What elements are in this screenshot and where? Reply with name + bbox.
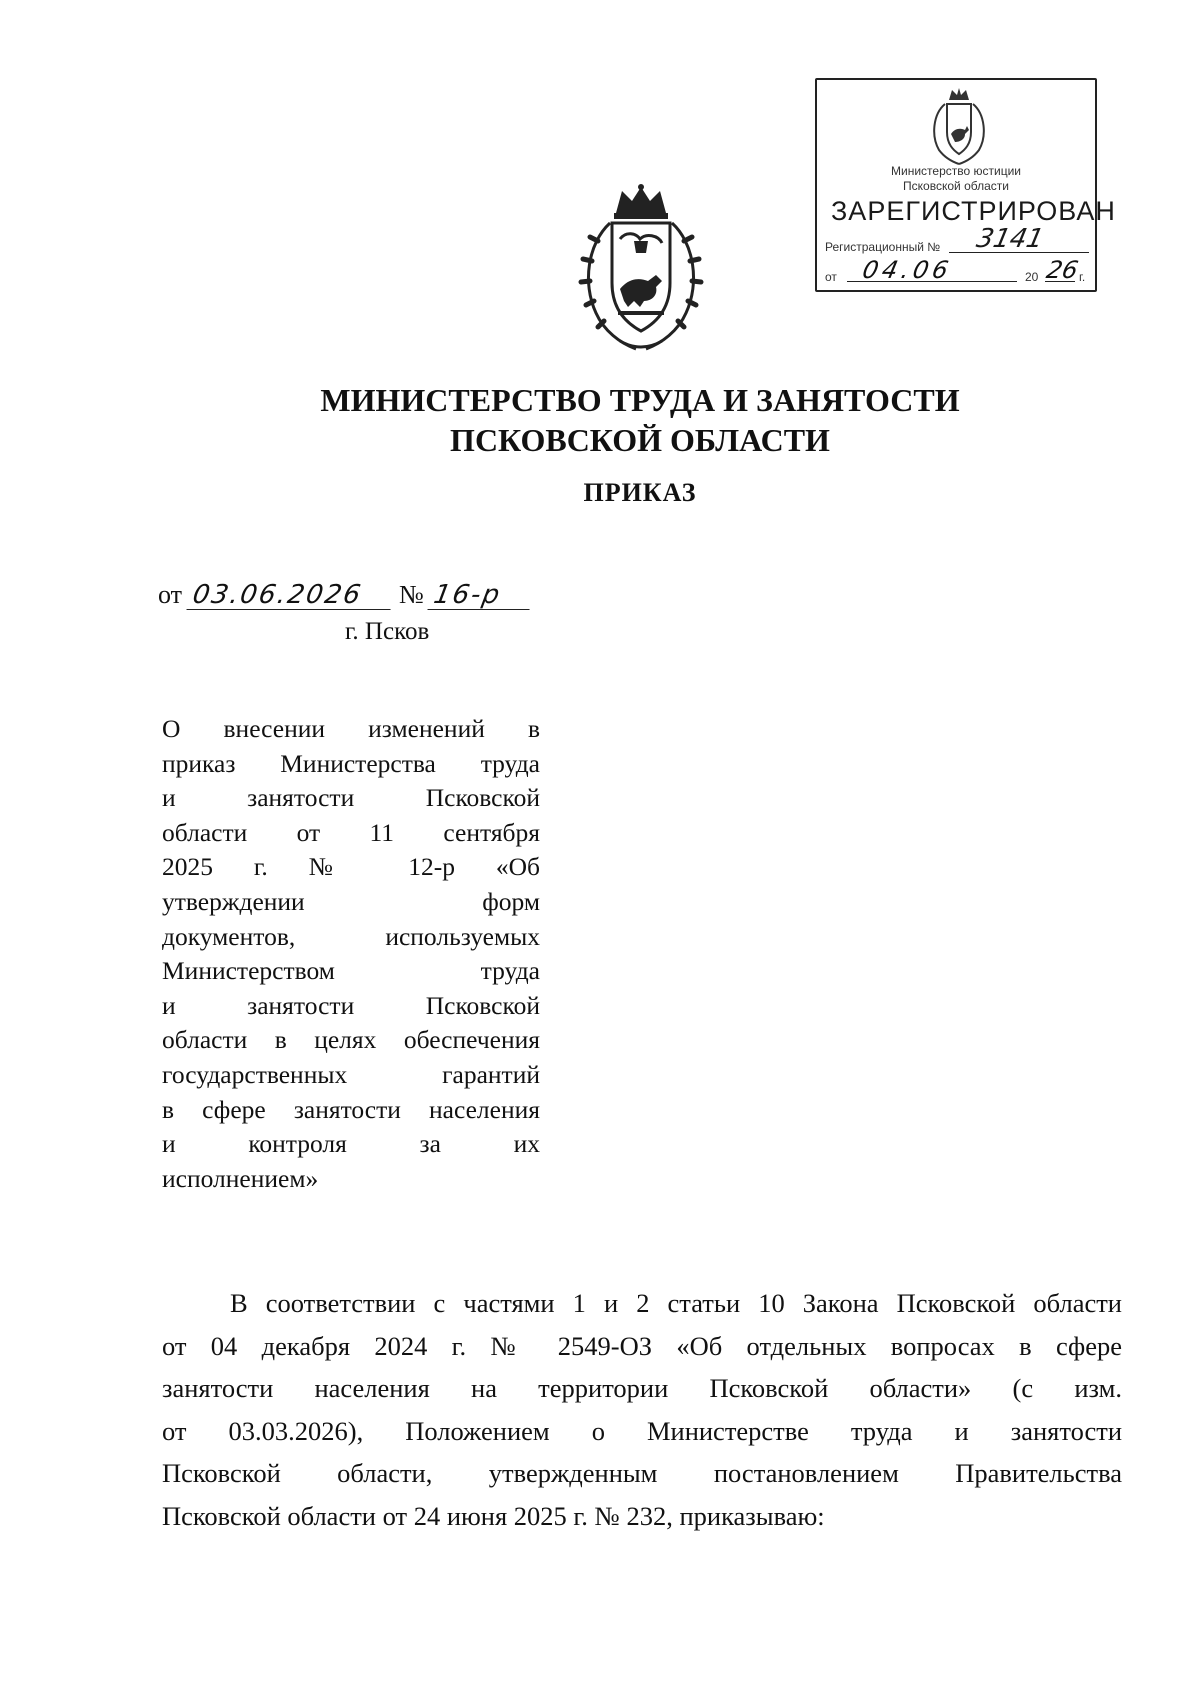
- registration-stamp: [815, 78, 1116, 292]
- body-line: Псковской области, утвержденным постановлением Правительства: [162, 1458, 1122, 1489]
- stamp-from-label: от: [825, 270, 837, 284]
- city: г. Псков: [345, 618, 430, 645]
- stamp-title: ЗАРЕГИСТРИРОВАН: [831, 196, 1116, 226]
- stamp-org-line1: Министерство юстиции: [891, 164, 1021, 178]
- subject-line: приказ Министерства труда: [162, 748, 540, 778]
- subject-line: в сфере занятости населения: [162, 1094, 540, 1124]
- order-body-paragraph: [162, 1282, 1122, 1538]
- body-line: занятости населения на территории Псковской области» (с изм.: [162, 1373, 1122, 1404]
- subject-line: государственных гарантий: [162, 1059, 540, 1089]
- subject-line: О внесении изменений в: [162, 714, 540, 743]
- stamp-org-line2: Псковской области: [903, 179, 1009, 193]
- subject-line: и контроля за их: [162, 1129, 540, 1159]
- subject-line: Министерством труда: [162, 956, 540, 986]
- body-line: Псковской области от 24 июня 2025 г. № 232, приказываю:: [162, 1500, 825, 1531]
- subject-line: области от 11 сентября: [162, 817, 540, 847]
- stamp-reg-number: 3141: [973, 224, 1047, 254]
- body-line: от 04 декабря 2024 г. № 2549-ОЗ «Об отдельных вопросах в сфере: [162, 1330, 1122, 1361]
- ministry-name-line1: МИНИСТЕРСТВО ТРУДА И ЗАНЯТОСТИ: [320, 382, 960, 418]
- order-subject: [162, 712, 540, 1196]
- order-date: 03.06.2026: [186, 581, 395, 610]
- subject-line: исполнением»: [162, 1163, 319, 1193]
- subject-line: и занятости Псковской: [162, 990, 540, 1020]
- order-title: ПРИКАЗ: [583, 478, 697, 507]
- stamp-emblem-icon: [925, 86, 993, 166]
- coat-of-arms-emblem: [570, 183, 712, 353]
- stamp-date: 04.06: [860, 256, 955, 284]
- stamp-year-suffix: г.: [1079, 270, 1086, 284]
- subject-line: документов, используемых: [162, 921, 540, 951]
- subject-line: области в целях обеспечения: [162, 1025, 540, 1055]
- stamp-reg-label: Регистрационный №: [825, 240, 941, 254]
- subject-line: утверждении форм: [162, 886, 540, 916]
- body-line: от 03.03.2026), Положением о Министерстве труда и занятости: [162, 1415, 1122, 1446]
- stamp-year: 26: [1044, 256, 1081, 284]
- order-number: 16-р: [428, 581, 535, 610]
- number-sign: №: [399, 580, 424, 609]
- ministry-name-line2: ПСКОВСКОЙ ОБЛАСТИ: [450, 422, 830, 458]
- date-prefix: от: [158, 580, 183, 609]
- body-line: В соответствии с частями 1 и 2 статьи 10 Закона Псковской области: [230, 1288, 1122, 1318]
- stamp-year-prefix: 20: [1025, 270, 1039, 284]
- subject-line: 2025 г. № 12-р «Об: [162, 852, 540, 882]
- subject-line: и занятости Псковской: [162, 783, 540, 813]
- order-date-line: [158, 580, 532, 610]
